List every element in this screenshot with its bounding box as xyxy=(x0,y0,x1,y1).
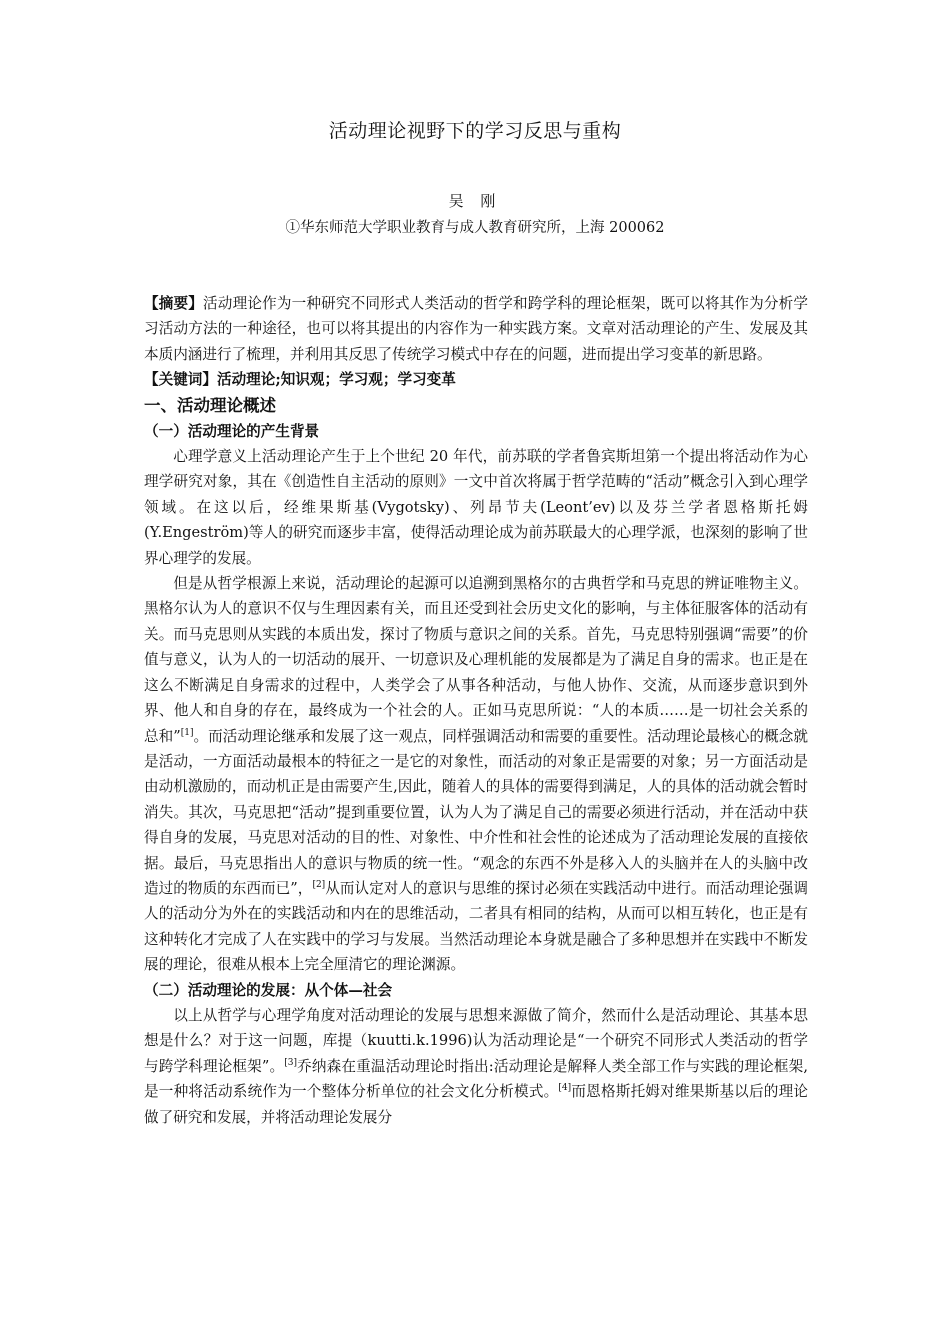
keywords xyxy=(144,367,808,392)
paper-title: 活动理论视野下的学习反思与重构 xyxy=(328,120,622,142)
section-heading: 一、活动理论概述 xyxy=(144,395,276,415)
paper-body xyxy=(144,291,808,1130)
paragraph-3-part-c: 而恩格斯托姆对维果斯基以后的理论做了研究和发展，并将活动理论发展分 xyxy=(144,1083,808,1126)
paragraph-1: 心理学意义上活动理论产生于上个世纪 20 年代，前苏联的学者鲁宾斯坦第一个提出将活动作为心理学研究对象，其在《创造性自主活动的原则》一文中首次将属于哲学范畴的“活动”概念引入到心理学领域。在这以后，经维果斯基(Vygotsky)、列昂节夫(Leont’ev)以及芬兰学者恩格斯托姆(Y.Engeström)等人的研究而逐步丰富，使得活动理论成为前苏联最大的心理学派，也深刻的影响了世界心理学的发展。 xyxy=(144,448,808,567)
paragraph-3-part-a: 以上从哲学与心理学角度对活动理论的发展与思想来源做了简介，然而什么是活动理论、其基本思想是什么？对于这一问题，库提（kuutti.k.1996)认为活动理论是“一个研究不同形式人类活动的哲学与跨学科理论框架”。 xyxy=(144,1006,808,1075)
abstract-text: 活动理论作为一种研究不同形式人类活动的哲学和跨学科的理论框架，既可以将其作为分析学习活动方法的一种途径，也可以将其提出的内容作为一种实践方案。文章对活动理论的产生、发展及其本质内涵进行了梳理，并利用其反思了传统学习模式中存在的问题，进而提出学习变革的新思路。 xyxy=(144,295,808,363)
paragraph-2-part-c: 从而认定对人的意识与思维的探讨必须在实践活动中进行。而活动理论强调人的活动分为外在的实践活动和内在的思维活动，二者具有相同的结构，从而可以相互转化，也正是有这种转化才完成了人在实践中的学习与发展。当然活动理论本身就是融合了多种思想并在实践中不断发展的理论，很难从根本上完全厘清它的理论渊源。 xyxy=(144,879,808,974)
subsection-heading-2: （二）活动理论的发展：从个体—社会 xyxy=(144,981,393,999)
author-affiliation: ①华东师范大学职业教育与成人教育研究所，上海 200062 xyxy=(285,220,665,236)
keywords-text: 活动理论;知识观；学习观；学习变革 xyxy=(216,371,456,389)
paragraph-2-part-a: 但是从哲学根源上来说，活动理论的起源可以追溯到黑格尔的古典哲学和马克思的辨证唯物主义。黑格尔认为人的意识不仅与生理因素有关，而且还受到社会历史文化的影响，与主体征服客体的活动有关。而马克思则从实践的本质出发，探讨了物质与意识之间的关系。首先，马克思特别强调“需要”的价值与意义，认为人的一切活动的展开、一切意识及心理机能的发展都是为了满足自身的需求。也正是在这么不断满足自身需求的过程中，人类学会了从事各种活动，与他人协作、交流，从而逐步意识到外界、他人和自身的存在，最终成为一个社会的人。正如马克思所说：“人的本质……是一切社会关系的总和” xyxy=(144,575,808,745)
subsection-heading-1: （一）活动理论的产生背景 xyxy=(144,422,320,440)
citation-2[interactable]: [2] xyxy=(312,880,326,891)
paragraph-3-part-b: 乔纳森在重温活动理论时指出:活动理论是解释人类全部工作与实践的理论框架,是一种将活动系统作为一个整体分析单位的社会文化分析模式。 xyxy=(144,1057,808,1101)
author-name: 吴 刚 xyxy=(448,192,502,210)
paragraph-2-part-b: 。而活动理论继承和发展了这一观点，同样强调活动和需要的重要性。活动理论最核心的概念就是活动，一方面活动最根本的特征之一是它的对象性，而活动的对象正是需要的对象；另一方面活动是由动机激励的，而动机正是由需要产生,因此，随着人的具体的需要得到满足，人的具体的活动就会暂时消失。其次，马克思把“活动”提到重要位置，认为人为了满足自己的需要必须进行活动，并在活动中获得自身的发展，马克思对活动的目的性、对象性、中介性和社会性的论述成为了活动理论发展的直接依据。最后，马克思指出人的意识与物质的统一性。“观念的东西不外是移入人的头脑并在人的头脑中改造过的物质的东西而已”， xyxy=(144,727,808,897)
paragraph-3 xyxy=(144,1003,808,1130)
abstract xyxy=(144,291,808,367)
citation-3[interactable]: [3] xyxy=(284,1057,298,1068)
citation-4[interactable]: [4] xyxy=(558,1083,572,1094)
keywords-label: 【关键词】 xyxy=(144,371,217,389)
abstract-label: 【摘要】 xyxy=(144,295,204,312)
citation-1[interactable]: [1] xyxy=(180,727,194,738)
paragraph-2 xyxy=(144,571,808,978)
